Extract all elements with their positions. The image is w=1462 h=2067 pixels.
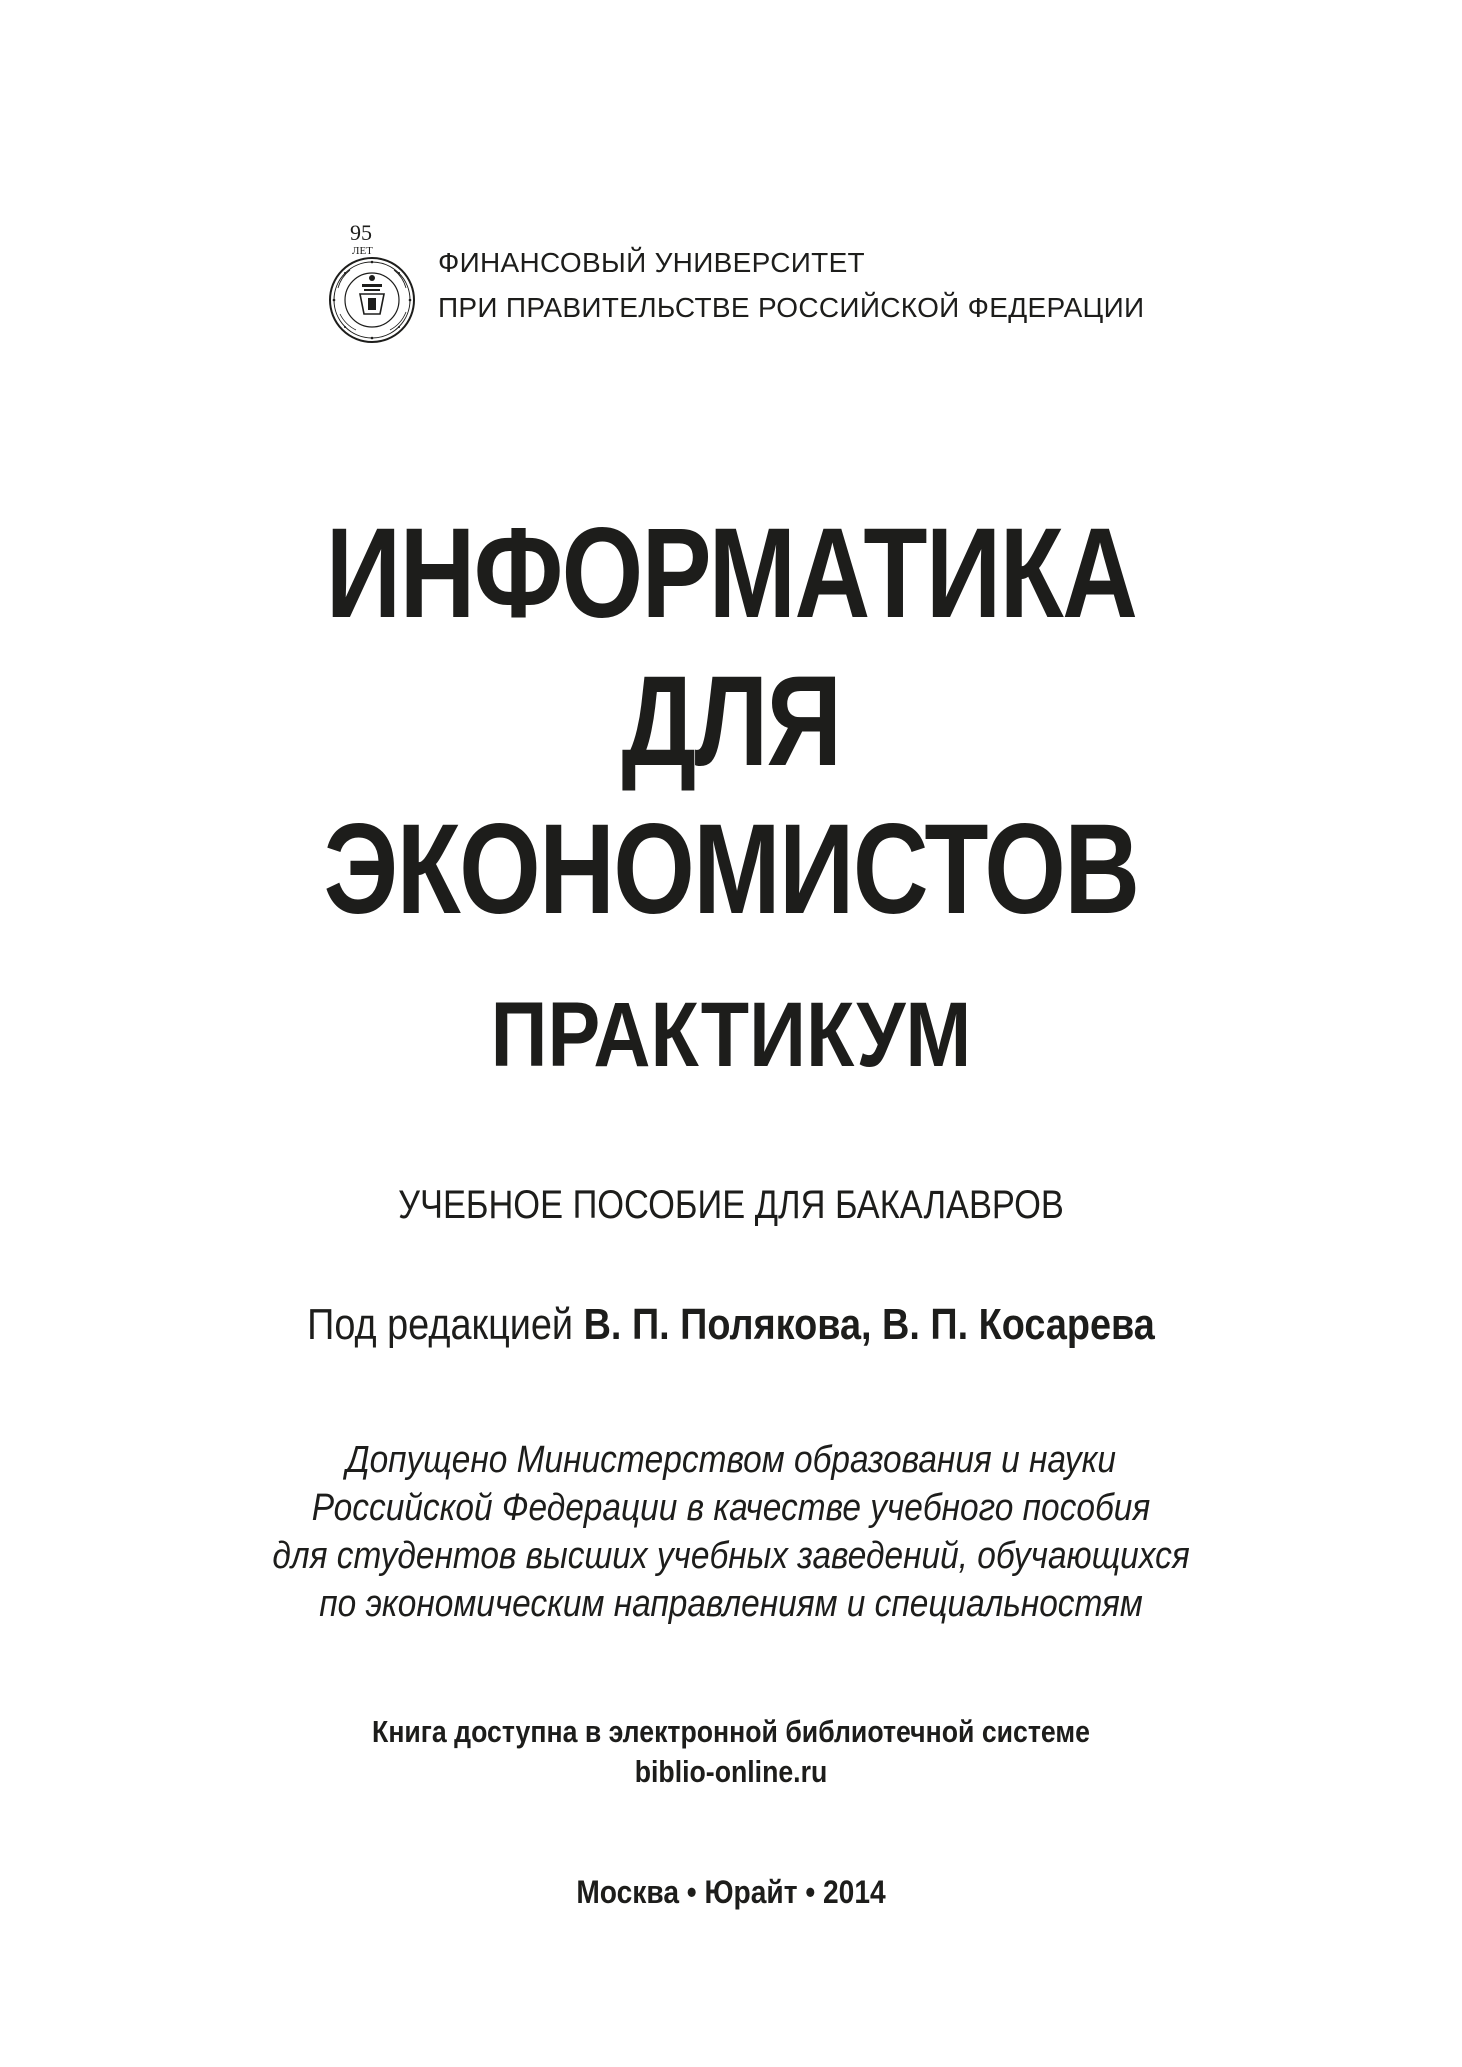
university-name-line-1: ФИНАНСОВЫЙ УНИВЕРСИТЕТ	[438, 247, 865, 278]
approval-line-3: для студентов высших учебных заведений, обучающихся	[272, 1535, 1190, 1577]
university-name-line-2: ПРИ ПРАВИТЕЛЬСТВЕ РОССИЙСКОЙ ФЕДЕРАЦИИ	[438, 292, 1145, 323]
university-header	[320, 218, 1220, 348]
editors-line	[102, 1297, 1359, 1353]
book-type: УЧЕБНОЕ ПОСОБИЕ ДЛЯ БАКАЛАВРОВ	[398, 1183, 1064, 1227]
university-anniversary-seal-icon	[320, 218, 424, 346]
seal-sub: ЛЕТ	[352, 245, 373, 257]
editors-names: В. П. Полякова, В. П. Косарева	[583, 1300, 1155, 1349]
editors-prefix: Под редакцией	[307, 1300, 574, 1349]
seal-number: 95	[350, 220, 372, 245]
availability-line-1: Книга доступна в электронной библиотечной системе	[372, 1714, 1090, 1749]
title-line-2: ДЛЯ	[621, 650, 841, 793]
title-line-3: ЭКОНОМИСТОВ	[323, 798, 1139, 941]
book-subtitle: ПРАКТИКУМ	[490, 984, 972, 1086]
university-name	[438, 240, 1144, 330]
book-title	[0, 500, 1462, 944]
approval-line-1: Допущено Министерством образования и науки	[346, 1439, 1116, 1481]
approval-line-2: Российской Федерации в качестве учебного пособия	[311, 1487, 1151, 1529]
title-line-1: ИНФОРМАТИКА	[325, 502, 1137, 645]
publisher-imprint: Москва • Юрайт • 2014	[576, 1874, 886, 1910]
approval-statement	[0, 1436, 1462, 1628]
approval-line-4: по экономическим направлениям и специальностям	[319, 1583, 1143, 1625]
availability-link[interactable]: biblio-online.ru	[634, 1754, 828, 1789]
availability-notice	[0, 1712, 1462, 1792]
